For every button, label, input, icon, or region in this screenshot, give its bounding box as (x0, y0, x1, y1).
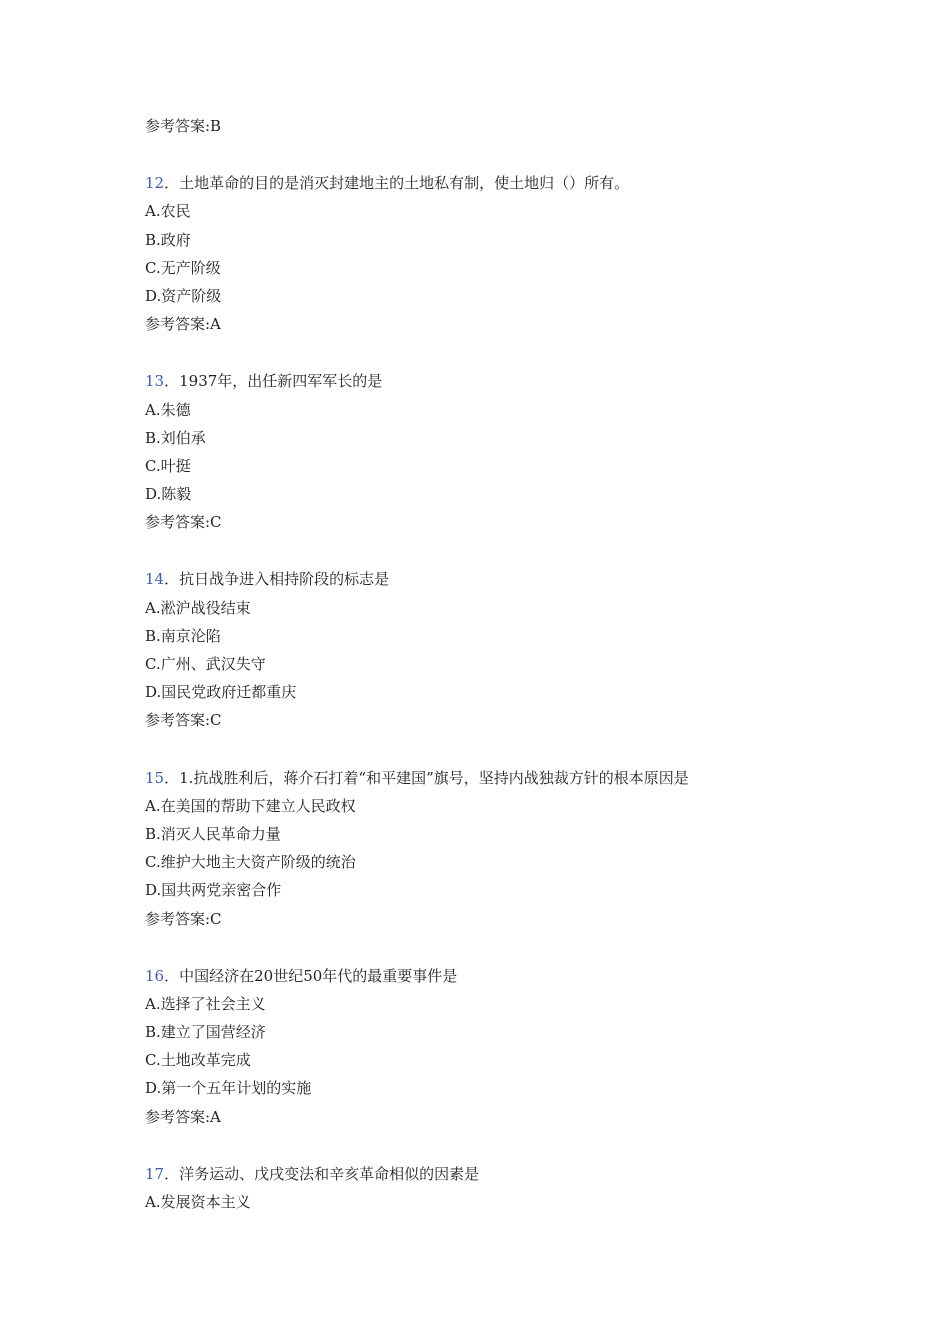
question-number: 15 (145, 768, 165, 787)
option-d: D.资产阶级 (145, 286, 222, 305)
question-stem (145, 1160, 845, 1188)
option-a: A.选择了社会主义 (145, 994, 266, 1013)
spacer (145, 1131, 845, 1160)
question-12 (145, 169, 845, 338)
answer: 参考答案:A (145, 315, 221, 334)
question-number: 14 (145, 570, 165, 589)
question-16 (145, 962, 845, 1131)
question-stem (145, 367, 845, 395)
spacer (145, 338, 845, 367)
spacer (145, 735, 845, 764)
option-a: A.农民 (145, 202, 191, 221)
answer: 参考答案:C (145, 513, 222, 532)
answer: 参考答案:C (145, 711, 222, 730)
question-separator: ． (164, 372, 180, 391)
option-b: B.南京沦陷 (145, 626, 221, 645)
question-separator: ． (164, 174, 180, 193)
question-text: 洋务运动、戊戌变法和辛亥革命相似的因素是 (179, 1164, 480, 1183)
option-b: B.政府 (145, 230, 191, 249)
option-d: D.国民党政府迁都重庆 (145, 683, 297, 702)
option-a: A.在美国的帮助下建立人民政权 (145, 796, 356, 815)
question-14 (145, 565, 845, 734)
option-b: B.建立了国营经济 (145, 1023, 266, 1042)
spacer (145, 933, 845, 962)
option-c: C.土地改革完成 (145, 1051, 251, 1070)
question-separator: ． (164, 966, 180, 985)
option-c: C.维护大地主大资产阶级的统治 (145, 853, 356, 872)
question-text: 中国经济在20世纪50年代的最重要事件是 (179, 966, 458, 985)
option-c: C.叶挺 (145, 456, 191, 475)
question-number: 17 (145, 1164, 165, 1183)
question-text: 1937年，出任新四军军长的是 (179, 372, 383, 391)
question-stem (145, 962, 845, 990)
option-a: A.朱德 (145, 400, 191, 419)
question-stem (145, 169, 845, 197)
question-text: 抗日战争进入相持阶段的标志是 (179, 570, 390, 589)
question-stem (145, 565, 845, 593)
previous-answer: 参考答案:B (145, 117, 222, 135)
answer: 参考答案:A (145, 1107, 221, 1126)
option-d: D.第一个五年计划的实施 (145, 1079, 312, 1098)
option-d: D.国共两党亲密合作 (145, 881, 282, 900)
spacer (145, 536, 845, 565)
question-text: 土地革命的目的是消灭封建地主的土地私有制，使土地归（）所有。 (179, 174, 630, 193)
option-b: B.消灭人民革命力量 (145, 824, 281, 843)
option-a: A.淞沪战役结束 (145, 598, 251, 617)
option-c: C.广州、武汉失守 (145, 655, 266, 673)
option-c: C.无产阶级 (145, 258, 221, 277)
question-separator: ． (164, 1164, 180, 1183)
question-stem (145, 764, 845, 792)
question-list (145, 112, 845, 1216)
question-17 (145, 1160, 845, 1216)
option-d: D.陈毅 (145, 485, 192, 504)
question-separator: ． (164, 768, 180, 787)
spacer (145, 140, 845, 169)
option-a: A.发展资本主义 (145, 1193, 251, 1211)
question-13 (145, 367, 845, 536)
question-number: 13 (145, 372, 165, 391)
question-separator: ． (164, 570, 180, 589)
question-text: 1.抗战胜利后，蒋介石打着“和平建国”旗号，坚持内战独裁方针的根本原因是 (179, 768, 689, 787)
option-b: B.刘伯承 (145, 428, 206, 447)
answer: 参考答案:C (145, 909, 222, 928)
question-number: 12 (145, 174, 165, 193)
question-15 (145, 764, 845, 933)
question-number: 16 (145, 966, 165, 985)
